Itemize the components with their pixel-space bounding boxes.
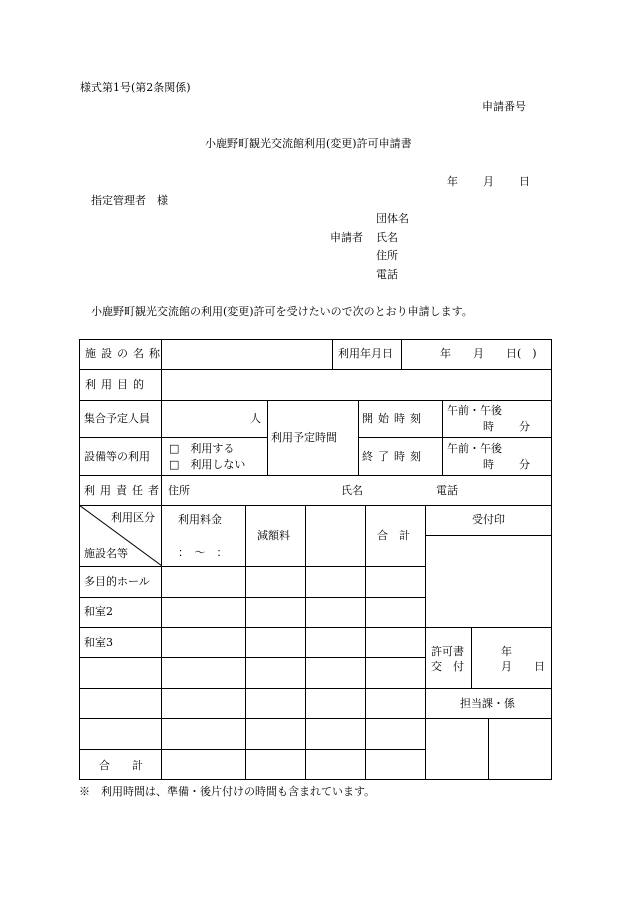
applicant-phone-label: 電話 [376,268,398,281]
facility-name-label: 施設の名称 [85,347,165,360]
permit-issue-label-1: 許可書 [431,645,464,658]
document-title: 小鹿野町観光交流館利用(変更)許可申請書 [205,137,412,150]
permit-issue-label-2: 交 付 [431,660,464,673]
staff-label: 担当課・係 [460,697,515,710]
end-hour: 時 [483,458,494,471]
people-unit: 人 [250,412,261,425]
addressee: 指定管理者 様 [91,194,168,207]
fee-range: ： 〜 ： [178,546,228,559]
use-date-value: 年 月 日( ) [440,347,537,360]
category-label: 利用区分 [111,511,155,524]
equipment-label: 設備等の利用 [84,450,150,463]
end-time-label: 終了時刻 [362,450,426,463]
permit-year: 年 [501,645,512,658]
manager-label: 利用責任者 [84,484,164,497]
permit-month-day: 月 日 [501,660,545,673]
end-ampm: 午前・午後 [447,442,502,455]
purpose-label: 利用目的 [85,378,149,391]
intro-text: 小鹿野町観光交流館の利用(変更)許可を受けたいので次のとおり申請します。 [91,305,473,318]
fee-label: 利用料金 [178,513,222,526]
date-month: 月 [483,175,494,188]
start-time-label: 開始時刻 [362,412,426,425]
total-row-label: 合 計 [99,759,143,772]
footnote: ※ 利用時間は、準備・後片付けの時間も含まれています。 [79,785,376,798]
reduction-label: 減額料 [257,529,290,542]
row-washitsu-2: 和室2 [84,605,113,618]
start-hour: 時 [483,420,494,433]
manager-name-label: 氏名 [341,484,363,497]
equip-yes-checkbox[interactable]: □ 利用する [169,442,235,455]
application-number-label: 申請番号 [482,100,526,113]
total-column-label: 合 計 [377,529,410,542]
start-ampm: 午前・午後 [447,404,502,417]
date-year: 年 [447,175,458,188]
receipt-stamp-label: 受付印 [472,513,505,526]
applicant-label: 申請者 [330,231,363,244]
row-hall: 多目的ホール [84,575,150,588]
equip-no-checkbox[interactable]: □ 利用しない [169,458,246,471]
applicant-address-label: 住所 [376,249,398,262]
form-number: 様式第1号(第2条関係) [80,81,191,94]
schedule-label: 利用予定時間 [271,431,337,444]
use-date-label: 利用年月日 [338,347,393,360]
manager-phone-label: 電話 [436,484,458,497]
end-minute: 分 [519,458,530,471]
row-washitsu-3: 和室3 [84,636,113,649]
start-minute: 分 [519,420,530,433]
applicant-name-label: 氏名 [376,231,398,244]
manager-address-label: 住所 [168,484,190,497]
people-label: 集合予定人員 [84,412,150,425]
group-name-label: 団体名 [376,212,409,225]
facility-etc-label: 施設名等 [84,547,128,560]
date-day: 日 [519,175,530,188]
